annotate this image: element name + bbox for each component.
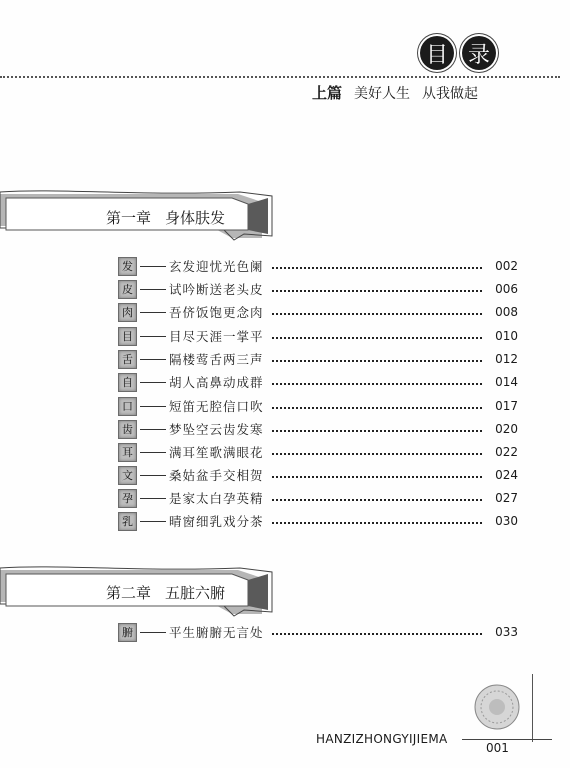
entry-char-chip: 文 bbox=[118, 466, 137, 485]
toc-entry[interactable] bbox=[118, 372, 518, 392]
entry-char-chip: 目 bbox=[118, 327, 137, 346]
dot-leader bbox=[272, 499, 482, 501]
chapter-banner-2 bbox=[0, 562, 280, 618]
entry-title: 玄发迎忧光色阑 bbox=[169, 259, 264, 274]
entry-dash bbox=[140, 452, 166, 453]
dot-leader bbox=[272, 267, 482, 269]
ornament-medallion bbox=[470, 682, 524, 732]
entry-page: 033 bbox=[495, 625, 518, 639]
page-number: 001 bbox=[486, 741, 509, 755]
entry-title: 晴窗细乳戏分茶 bbox=[169, 514, 264, 529]
entry-char-chip: 舌 bbox=[118, 350, 137, 369]
entry-title: 胡人高鼻动成群 bbox=[169, 375, 264, 390]
entry-char-chip: 皮 bbox=[118, 280, 137, 299]
dot-leader bbox=[272, 522, 482, 524]
entry-title: 隔楼莺舌两三声 bbox=[169, 352, 264, 367]
entry-page: 002 bbox=[495, 259, 518, 273]
badge-char-1: 目 bbox=[420, 36, 454, 70]
dot-leader bbox=[272, 633, 482, 635]
dot-leader bbox=[272, 383, 482, 385]
entry-page: 020 bbox=[495, 422, 518, 436]
dot-leader bbox=[272, 290, 482, 292]
entry-title: 平生腑腑无言处 bbox=[169, 625, 264, 640]
entry-char-chip: 孕 bbox=[118, 489, 137, 508]
toc-entry[interactable] bbox=[118, 465, 518, 485]
chapter-1-title: 身体肤发 bbox=[165, 209, 226, 227]
entry-dash bbox=[140, 632, 166, 633]
part-title bbox=[312, 82, 532, 103]
toc-entry[interactable] bbox=[118, 419, 518, 439]
entry-dash bbox=[140, 312, 166, 313]
entry-page: 008 bbox=[495, 305, 518, 319]
toc-entry[interactable] bbox=[118, 279, 518, 299]
entry-dash bbox=[140, 289, 166, 290]
entry-dash bbox=[140, 429, 166, 430]
entry-page: 022 bbox=[495, 445, 518, 459]
chapter-1-heading bbox=[106, 207, 225, 228]
entry-page: 014 bbox=[495, 375, 518, 389]
entry-page: 024 bbox=[495, 468, 518, 482]
part-subtitle-2: 从我做起 bbox=[422, 86, 479, 102]
toc-entry[interactable] bbox=[118, 302, 518, 322]
toc-entry[interactable] bbox=[118, 349, 518, 369]
entry-page: 030 bbox=[495, 514, 518, 528]
dot-leader bbox=[272, 360, 482, 362]
dot-leader bbox=[272, 337, 482, 339]
header-divider bbox=[0, 76, 560, 78]
dot-leader bbox=[272, 476, 482, 478]
chapter-2-number: 第二章 bbox=[106, 584, 152, 602]
toc-entry[interactable] bbox=[118, 511, 518, 531]
entry-char-chip: 自 bbox=[118, 373, 137, 392]
entry-title: 桑姑盆手交相贺 bbox=[169, 468, 264, 483]
entry-page: 017 bbox=[495, 399, 518, 413]
entry-title: 梦坠空云齿发寒 bbox=[169, 422, 264, 437]
entry-title: 是家太白孕英精 bbox=[169, 491, 264, 506]
entry-title: 试吟断送老头皮 bbox=[169, 282, 264, 297]
chapter-2-title: 五脏六腑 bbox=[165, 584, 226, 602]
footer-vertical-rule bbox=[532, 674, 533, 742]
toc-entry[interactable] bbox=[118, 442, 518, 462]
dot-leader bbox=[272, 453, 482, 455]
entry-char-chip: 肉 bbox=[118, 303, 137, 322]
chapter-banner-1 bbox=[0, 186, 280, 242]
entry-char-chip: 耳 bbox=[118, 443, 137, 462]
toc-entry[interactable] bbox=[118, 256, 518, 276]
entry-title: 吾侪饭饱更念肉 bbox=[169, 305, 264, 320]
entry-dash bbox=[140, 521, 166, 522]
entry-title: 短笛无腔信口吹 bbox=[169, 399, 264, 414]
entry-char-chip: 口 bbox=[118, 397, 137, 416]
entry-dash bbox=[140, 475, 166, 476]
entry-dash bbox=[140, 266, 166, 267]
dot-leader bbox=[272, 430, 482, 432]
badge-char-2: 录 bbox=[462, 36, 496, 70]
chapter-2-heading bbox=[106, 582, 225, 603]
entry-char-chip: 齿 bbox=[118, 420, 137, 439]
entry-dash bbox=[140, 359, 166, 360]
entry-dash bbox=[140, 382, 166, 383]
entry-title: 满耳笙歌满眼花 bbox=[169, 445, 264, 460]
entry-char-chip: 发 bbox=[118, 257, 137, 276]
entry-char-chip: 腑 bbox=[118, 623, 137, 642]
chapter-1-number: 第一章 bbox=[106, 209, 152, 227]
dot-leader bbox=[272, 313, 482, 315]
dot-leader bbox=[272, 407, 482, 409]
entry-dash bbox=[140, 336, 166, 337]
series-title: HANZIZHONGYIJIEMA bbox=[316, 732, 448, 746]
toc-entry[interactable] bbox=[118, 622, 518, 642]
footer-rule bbox=[462, 739, 552, 740]
entry-page: 010 bbox=[495, 329, 518, 343]
entry-page: 027 bbox=[495, 491, 518, 505]
toc-entry[interactable] bbox=[118, 488, 518, 508]
entry-dash bbox=[140, 498, 166, 499]
toc-entry[interactable] bbox=[118, 326, 518, 346]
entry-char-chip: 乳 bbox=[118, 512, 137, 531]
entry-title: 目尽天涯一掌平 bbox=[169, 329, 264, 344]
entry-dash bbox=[140, 406, 166, 407]
entry-page: 006 bbox=[495, 282, 518, 296]
entry-page: 012 bbox=[495, 352, 518, 366]
part-subtitle-1: 美好人生 bbox=[354, 86, 411, 102]
toc-entry[interactable] bbox=[118, 396, 518, 416]
part-label: 上篇 bbox=[312, 84, 343, 102]
